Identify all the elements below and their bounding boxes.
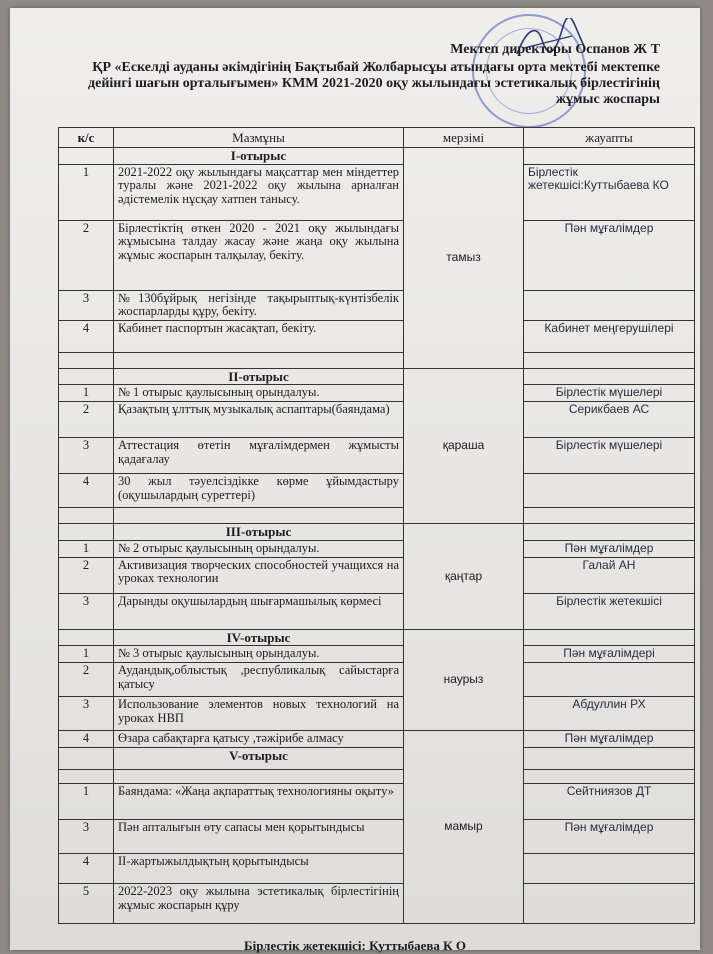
row-responsible: Пән мұғалімдер xyxy=(524,540,695,557)
row-responsible: Абдуллин РХ xyxy=(524,697,695,731)
table-row xyxy=(59,474,695,508)
table-row xyxy=(59,540,695,557)
work-plan-table xyxy=(58,127,695,924)
row-content: Активизация творческих способностей учащихся на уроках технологии xyxy=(114,557,404,593)
row-number: 3 xyxy=(59,697,114,731)
section-title: III-отырыс xyxy=(114,524,404,541)
row-number: 2 xyxy=(59,402,114,438)
row-number: 1 xyxy=(59,646,114,663)
row-content: № 2 отырыс қаулысының орындалуы. xyxy=(114,540,404,557)
row-responsible: Серикбаев АС xyxy=(524,402,695,438)
row-content: Бірлестіктің өткен 2020 - 2021 оқу жылындағы жұмысына талдау жасау және жаңа оқу жылына жұмыс жоспарын талқылау, бекіту. xyxy=(114,220,404,290)
row-number: 2 xyxy=(59,663,114,697)
row-responsible: Пән мұғалімдері xyxy=(524,646,695,663)
table-row xyxy=(59,697,695,731)
table-row xyxy=(59,402,695,438)
title-line: ҚР «Ескелді ауданы әкімдігінің Бақтыбай Жолбарысұы атындағы орта мектебі мектепке xyxy=(92,60,660,75)
title-line: дейінгі шағын орталығымен» КММ 2021-2020 оқу жылындағы эстетикалық бірлестігінің xyxy=(88,76,660,91)
section-row xyxy=(59,524,695,541)
table-row xyxy=(59,854,695,884)
row-content: II-жартыжылдықтың қорытындысы xyxy=(114,854,404,884)
term-cell: қаңтар xyxy=(404,524,524,630)
row-responsible xyxy=(524,854,695,884)
row-content: № 3 отырыс қаулысының орындалуы. xyxy=(114,646,404,663)
row-content: Дарынды оқушылардың шығармашылық көрмесі xyxy=(114,593,404,629)
row-content: Аттестация өтетін мұғалімдермен жұмысты қадағалау xyxy=(114,438,404,474)
row-responsible: Кабинет меңгерушілері xyxy=(524,320,695,352)
table-row xyxy=(59,352,695,368)
term-cell: қараша xyxy=(404,368,524,524)
column-header-no: к/с xyxy=(59,128,114,148)
section-title: V-отырыс xyxy=(114,748,404,770)
row-number: 3 xyxy=(59,593,114,629)
row-content: Қазақтың ұлттық музыкалық аспаптары(баяндама) xyxy=(114,402,404,438)
table-row xyxy=(59,663,695,697)
document-title xyxy=(50,60,660,108)
table-row xyxy=(59,593,695,629)
row-responsible: Галай АН xyxy=(524,557,695,593)
row-number: 2 xyxy=(59,557,114,593)
footer-signature-line: Бірлестік жетекшісі: Куттыбаева К О xyxy=(244,938,466,953)
section-row xyxy=(59,629,695,646)
table-row xyxy=(59,557,695,593)
title-line: жұмыс жоспары xyxy=(555,92,660,107)
table-row xyxy=(59,220,695,290)
table-row xyxy=(59,731,695,748)
row-responsible: Бірлестік мүшелері xyxy=(524,385,695,402)
row-responsible: Пән мұғалімдер xyxy=(524,220,695,290)
approval-line: Мектеп директоры Оспанов Ж Т xyxy=(450,42,660,57)
table-row xyxy=(59,784,695,820)
row-responsible: Пән мұғалімдер xyxy=(524,731,695,748)
table-row xyxy=(59,290,695,320)
row-number: 1 xyxy=(59,385,114,402)
row-responsible: Бірлестік мүшелері xyxy=(524,438,695,474)
row-number: 1 xyxy=(59,164,114,220)
row-number: 1 xyxy=(59,784,114,820)
row-number: 3 xyxy=(59,290,114,320)
row-content: Использование элементов новых технологий на уроках НВП xyxy=(114,697,404,731)
term-cell: тамыз xyxy=(404,148,524,369)
table-row xyxy=(59,164,695,220)
row-content: Баяндама: «Жаңа ақпараттық технологияны оқыту» xyxy=(114,784,404,820)
term-cell: мамыр xyxy=(404,731,524,924)
section-row xyxy=(59,748,695,770)
row-content: Кабинет паспортын жасақтап, бекіту. xyxy=(114,320,404,352)
table-row xyxy=(59,820,695,854)
table-row xyxy=(59,770,695,784)
row-responsible: Пән мұғалімдер xyxy=(524,820,695,854)
row-content: № 1 отырыс қаулысының орындалуы. xyxy=(114,385,404,402)
row-responsible: Сейтниязов ДТ xyxy=(524,784,695,820)
row-content: 2021-2022 оқу жылындағы мақсаттар мен міндеттер туралы және 2021-2022 оқу жылына арналған әдістемелік нұсқау хатпен танысу. xyxy=(114,164,404,220)
row-number: 4 xyxy=(59,854,114,884)
section-row xyxy=(59,148,695,165)
row-content: 30 жыл тәуелсіздікке көрме ұйымдастыру (оқушылардың суреттері) xyxy=(114,474,404,508)
table-header-row xyxy=(59,128,695,148)
column-header-responsible: жауапты xyxy=(524,128,695,148)
row-number: 4 xyxy=(59,731,114,748)
table-row xyxy=(59,646,695,663)
section-title: I-отырыс xyxy=(114,148,404,165)
table-row xyxy=(59,320,695,352)
column-header-term: мерзімі xyxy=(404,128,524,148)
row-content: Пән апталығын өту сапасы мен қорытындысы xyxy=(114,820,404,854)
row-content: 2022-2023 оқу жылына эстетикалық бірлестігінің жұмыс жоспарын құру xyxy=(114,884,404,924)
section-row xyxy=(59,368,695,385)
row-content: Өзара сабақтарға қатысу ,тәжірибе алмасу xyxy=(114,731,404,748)
column-header-content: Мазмұны xyxy=(114,128,404,148)
row-number: 1 xyxy=(59,540,114,557)
row-number: 4 xyxy=(59,320,114,352)
table-row xyxy=(59,884,695,924)
row-responsible: Бірлестік жетекшісі:Куттыбаева КО xyxy=(524,164,695,220)
term-cell: наурыз xyxy=(404,629,524,731)
row-number: 2 xyxy=(59,220,114,290)
section-title: IV-отырыс xyxy=(114,629,404,646)
table-row xyxy=(59,385,695,402)
table-row xyxy=(59,508,695,524)
row-responsible xyxy=(524,663,695,697)
row-responsible xyxy=(524,290,695,320)
row-number: 3 xyxy=(59,438,114,474)
row-responsible xyxy=(524,884,695,924)
row-number: 3 xyxy=(59,820,114,854)
row-responsible: Бірлестік жетекшісі xyxy=(524,593,695,629)
table-row xyxy=(59,438,695,474)
section-title: II-отырыс xyxy=(114,368,404,385)
row-responsible xyxy=(524,474,695,508)
document-sheet xyxy=(10,8,700,953)
row-content: Аудандық,облыстық ,республикалық сайыстарға қатысу xyxy=(114,663,404,697)
row-content: №130бұйрық негізінде тақырыптық-күнтізбелік жоспарларды құру, бекіту. xyxy=(114,290,404,320)
row-number: 5 xyxy=(59,884,114,924)
row-number: 4 xyxy=(59,474,114,508)
